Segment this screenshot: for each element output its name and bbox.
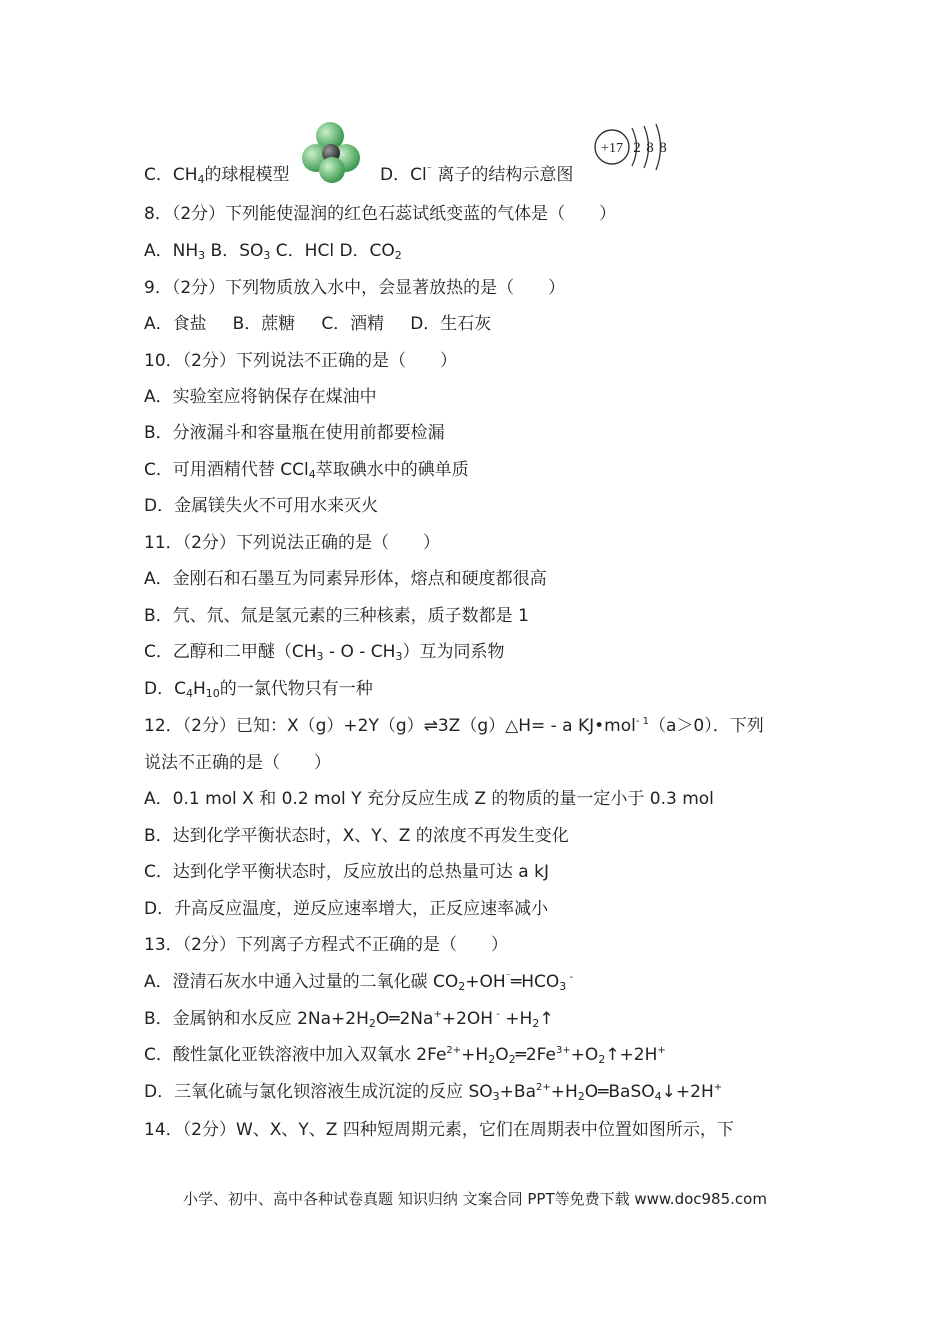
page-footer: 小学、初中、高中各种试卷真题 知识归纳 文案合同 PPT等免费下载 www.doc985.com [183, 1190, 767, 1208]
q12-option-b: B．达到化学平衡状态时，X、Y、Z 的浓度不再发生变化 [144, 826, 569, 846]
q11-option-d: D．$C_4H_{10}$的一氯代物只有一种 [144, 679, 373, 700]
q10-option-c: C．可用酒精代替 CCl$_4$萃取碘水中的碘单质 [144, 460, 469, 481]
q13-option-a: A．澄清石灰水中通入过量的二氧化碳 $CO_2+OH^{^-}═HCO_3$ - [144, 972, 574, 993]
q13-option-b: B．金属钠和水反应 $2Na+2H_2O═2Na^++2OH$ $^- +H_2↑$ [144, 1009, 554, 1030]
q10-option-d: D．金属镁失火不可用水来灭火 [144, 496, 379, 516]
ch4-ball-stick-model-image [300, 120, 364, 184]
q11-option-c: C．乙醇和二甲醚（$CH_3$ - O - $CH_3$）互为同系物 [144, 642, 505, 663]
q10-option-a: A．实验室应将钠保存在煤油中 [144, 387, 377, 407]
q10-option-b: B．分液漏斗和容量瓶在使用前都要检漏 [144, 423, 445, 443]
q14-stem: 14．（2分）W、X、Y、Z 四种短周期元素，它们在周期表中位置如图所示，下 [144, 1120, 734, 1140]
q12-option-a: A．0.1 mol X 和 0.2 mol Y 充分反应生成 Z 的物质的量一定小于 0.3 mol [144, 789, 714, 809]
chloride-ion-structure-diagram [592, 120, 678, 180]
q9-option-a: A．食盐 [144, 314, 207, 334]
nucleus-charge: +17 [601, 141, 623, 156]
q13-option-d: D．三氧化硫与氯化钡溶液生成沉淀的反应 $SO_3+Ba^{2+}+H_2O═BaSO_4↓+2H^+$ [144, 1082, 723, 1103]
shell-2-electrons: 8 [646, 140, 654, 156]
q7-option-c-label: C．CH [144, 165, 198, 185]
q13-stem: 13．（2分）下列离子方程式不正确的是（ ） [144, 935, 508, 955]
q9-options [144, 312, 491, 336]
q8-stem: 8．（2分）下列能使湿润的红色石蕊试纸变蓝的气体是（ ） [144, 204, 617, 224]
q9-stem: 9．（2分）下列物质放入水中，会显著放热的是（ ） [144, 278, 566, 298]
q11-option-b: B．氕、氘、氚是氢元素的三种核素，质子数都是 1 [144, 606, 529, 626]
shell-3-electrons: 8 [659, 140, 667, 156]
shell-1-electrons: 2 [633, 140, 641, 156]
q13-option-c: C．酸性氯化亚铁溶液中加入双氧水 $2Fe^{2+}+H_2O_2═2Fe^{3+}+O_2↑+2H^+$ [144, 1045, 666, 1066]
q12-stem-line2: 说法不正确的是（ ） [144, 753, 331, 773]
q9-option-b: B．蔗糖 [232, 314, 296, 334]
q10-stem: 10．（2分）下列说法不正确的是（ ） [144, 351, 457, 371]
q11-option-a: A．金刚石和石墨互为同素异形体，熔点和硬度都很高 [144, 569, 547, 589]
q12-stem-line1: 12．（2分）已知：X（g）+2Y（g）⇌3Z（g）△H= - a KJ•mol$^{- 1}$（a＞0）．下列 [144, 716, 764, 736]
q12-option-c: C．达到化学平衡状态时，反应放出的总热量可达 a kJ [144, 862, 549, 882]
q7-options-line: C．$CH_4$的球棍模型 [144, 165, 290, 186]
q9-option-c: C．酒精 [321, 314, 385, 334]
q7-option-d: D．Cl⁻ 离子的结构示意图 [380, 165, 574, 185]
q8-options: A．$NH_3$ B．$SO_3$ C．HCl D．$CO_2$ [144, 241, 402, 262]
q11-stem: 11．（2分）下列说法正确的是（ ） [144, 533, 440, 553]
q12-option-d: D．升高反应温度，逆反应速率增大，正反应速率减小 [144, 899, 549, 919]
q9-option-d: D．生石灰 [410, 314, 492, 334]
